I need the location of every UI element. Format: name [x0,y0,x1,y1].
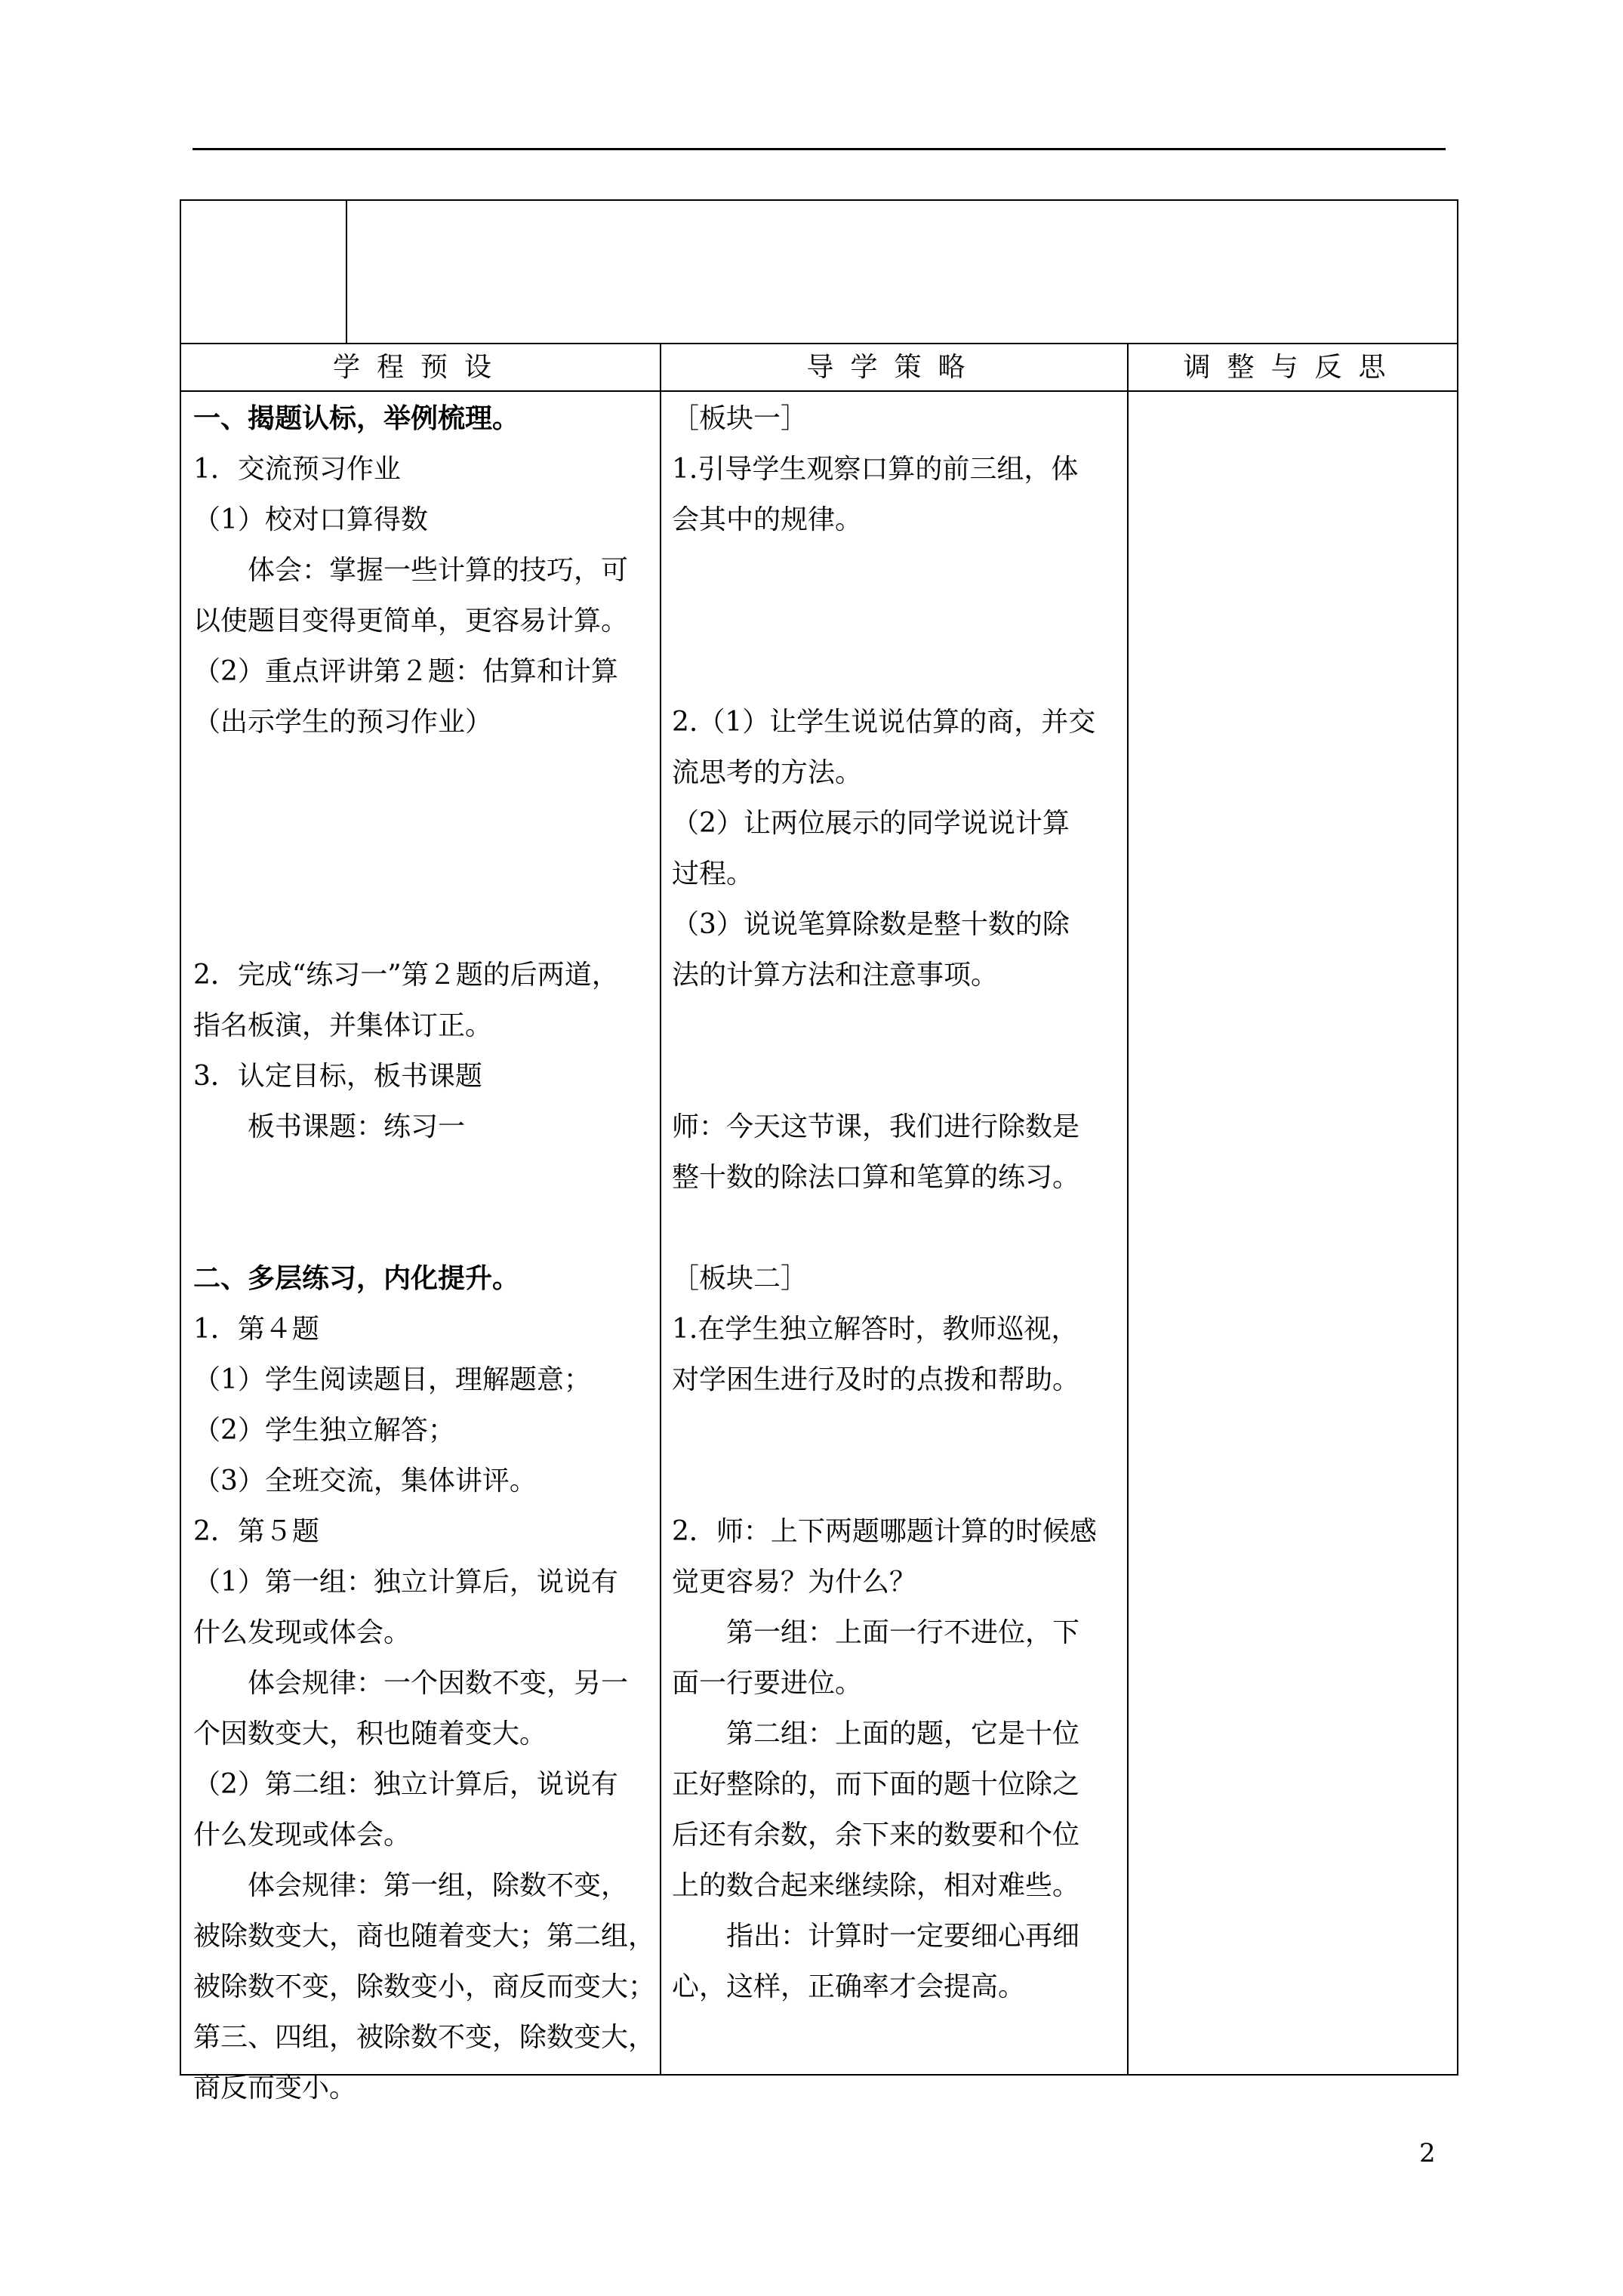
text-line: 第一组：上面一行不进位，下 [726,1617,1080,1648]
text-line: 体会规律：第一组，除数不变， [248,1870,629,1901]
text-line: ［板块二］ [672,1263,808,1294]
text-line [193,798,655,849]
text-line: 1.在学生独立解答时，教师巡视， [672,1314,1079,1345]
text-line: （1）学生阅读题目，理解题意； [193,1364,591,1395]
text-line [193,1203,655,1253]
text-line: 什么发现或体会。 [193,1820,411,1851]
text-line: （2）让两位展示的同学说说计算 [672,808,1070,839]
text-line: 会其中的规律。 [672,504,863,535]
text-line: （2）学生独立解答； [193,1415,455,1446]
header-rule [192,148,1446,150]
text-line: （1）校对口算得数 [193,504,428,535]
text-line: 二、多层练习，内化提升。 [193,1262,520,1294]
text-line: （3）全班交流，集体讲评。 [193,1465,537,1496]
text-line: （出示学生的预习作业） [193,707,493,738]
text-line: 1.引导学生观察口算的前三组，体 [672,454,1079,485]
text-line [672,646,1123,697]
text-line: 上的数合起来继续除，相对难些。 [672,1870,1080,1901]
text-line: 2．第５题 [193,1516,319,1547]
text-line: 第二组：上面的题，它是十位 [726,1718,1080,1749]
text-line: 正好整除的，而下面的题十位除之 [672,1769,1080,1800]
text-line: 一、揭题认标，举例梳理。 [193,402,520,434]
text-line: 被除数变大，商也随着变大；第二组， [193,1921,656,1952]
learning-plan-content [193,393,655,2113]
text-line: 2．完成“练习一”第２题的后两道， [193,960,619,991]
text-line: 什么发现或体会。 [193,1617,411,1648]
text-line: 过程。 [672,858,754,889]
text-line [672,1000,1123,1051]
text-line [672,1203,1123,1253]
text-line: （2）重点评讲第２题：估算和计算 [193,656,618,687]
text-line: 流思考的方法。 [672,757,863,788]
text-line [193,747,655,798]
text-line: 后还有余数，余下来的数要和个位 [672,1820,1080,1851]
text-line [672,545,1123,596]
text-line: 指出：计算时一定要细心再细 [726,1921,1080,1952]
text-line: 整十数的除法口算和笔算的练习。 [672,1162,1080,1193]
text-line [193,849,655,899]
text-line: 面一行要进位。 [672,1668,863,1699]
text-line: ［板块一］ [672,403,808,434]
text-line: 1．交流预习作业 [193,454,401,485]
header-learning-plan: 学程预设 [332,352,508,383]
column-divider-2 [1127,343,1129,2076]
top-row-divider [346,199,347,344]
text-line: 被除数不变，除数变小，商反而变大； [193,1971,656,2002]
text-line: 觉更容易？为什么？ [672,1567,917,1598]
text-line: 师：今天这节课，我们进行除数是 [672,1111,1080,1142]
text-line [193,1152,655,1203]
page-number: 2 [1419,2138,1436,2168]
text-line: 1．第４题 [193,1314,319,1345]
text-line: 2.（1）让学生说说估算的商，并交 [672,707,1096,738]
text-line: 对学困生进行及时的点拨和帮助。 [672,1364,1080,1395]
text-line: 法的计算方法和注意事项。 [672,960,999,991]
guidance-strategy-content [672,393,1123,2012]
text-line: 体会规律：一个因数不变，另一 [248,1668,629,1699]
text-line: 2．师：上下两题哪题计算的时候感 [672,1516,1097,1547]
text-line: 以使题目变得更简单，更容易计算。 [193,606,629,636]
text-line: 心，这样，正确率才会提高。 [672,1971,1026,2002]
text-line: 商反而变小。 [193,2073,357,2103]
text-line: 指名板演，并集体订正。 [193,1010,493,1041]
header-adjustment-reflection: 调整与反思 [1183,352,1403,383]
text-line [672,1456,1123,1506]
text-line [672,596,1123,646]
text-line [672,1405,1123,1456]
text-line: 体会：掌握一些计算的技巧，可 [248,555,629,586]
text-line: 板书课题：练习一 [248,1111,466,1142]
text-line: （3）说说笔算除数是整十数的除 [672,909,1070,940]
column-divider-1 [660,343,661,2076]
text-line: 第三、四组，被除数不变，除数变大， [193,2022,656,2053]
text-line: 个因数变大，积也随着变大。 [193,1718,547,1749]
text-line [193,899,655,950]
text-line: （2）第二组：独立计算后，说说有 [193,1769,618,1800]
header-guidance-strategy: 导学策略 [806,352,982,383]
text-line: （1）第一组：独立计算后，说说有 [193,1567,618,1598]
text-line [672,1051,1123,1102]
text-line: 3．认定目标，板书课题 [193,1061,482,1092]
